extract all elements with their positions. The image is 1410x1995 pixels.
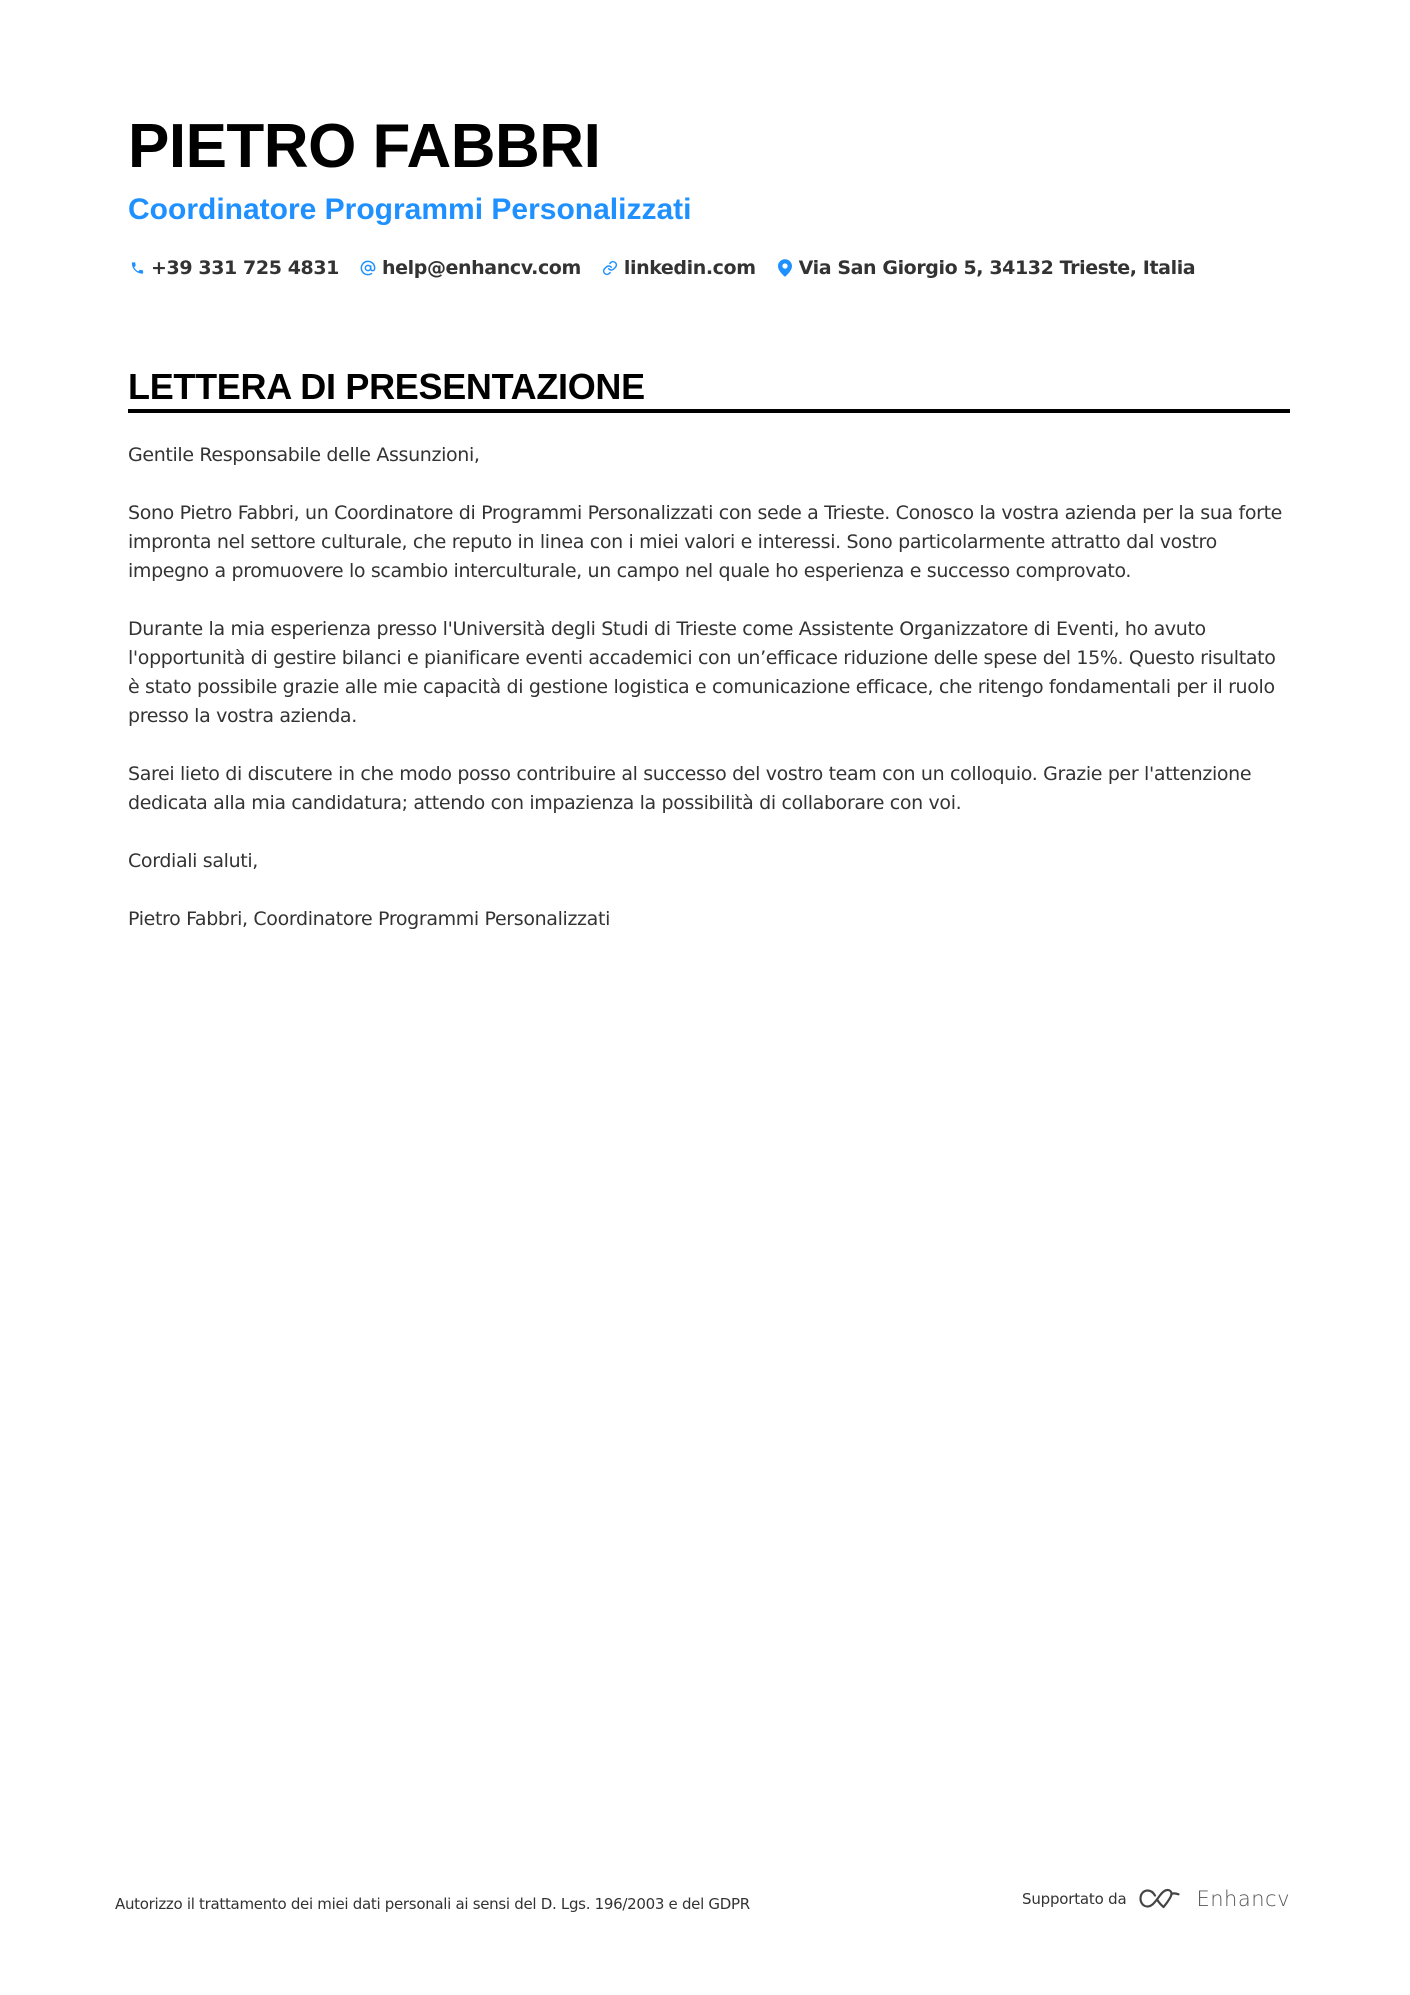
phone-icon [128,258,146,278]
linkedin-url: linkedin.com [623,257,756,279]
contact-phone[interactable] [128,257,339,279]
powered-by[interactable] [1022,1887,1290,1911]
at-icon [359,258,377,278]
brand-name: Enhancv [1196,1887,1290,1911]
letter-paragraph: Durante la mia esperienza presso l'Università degli Studi di Trieste come Assistente Organizzatore di Eventi, ho avuto l'opportunità di gestire bilanci e pianificare eventi accademici con un’efficace riduzione delle spese del 15%. Questo risultato è stato possibile grazie alle mie capacità di gestione logistica e comunicazione efficace, che ritengo fondamentali per il ruolo presso la vostra azienda. [128,618,1276,727]
letter-signature: Pietro Fabbri, Coordinatore Programmi Personalizzati [128,908,611,930]
section-heading: LETTERA DI PRESENTAZIONE [128,366,645,407]
section-divider [128,409,1290,413]
contact-email[interactable] [359,257,581,279]
location-pin-icon [776,258,794,278]
contact-info-row [128,254,1215,282]
gdpr-consent-text: Autorizzo il trattamento dei miei dati personali ai sensi del D. Lgs. 196/2003 e del GDPR [115,1895,750,1913]
letter-salutation: Gentile Responsabile delle Assunzioni, [128,444,480,466]
letter-body [128,441,1290,963]
powered-by-label: Supportato da [1022,1890,1127,1908]
link-icon [601,258,619,278]
enhancv-logo-icon [1138,1887,1184,1911]
phone-number: +39 331 725 4831 [151,257,340,279]
letter-closing: Cordiali saluti, [128,850,258,872]
contact-linkedin[interactable] [601,257,756,279]
letter-paragraph: Sarei lieto di discutere in che modo posso contribuire al successo del vostro team con un colloquio. Grazie per l'attenzione dedicata alla mia candidatura; attendo con impazienza la possibilità di collaborare con voi. [128,763,1252,814]
contact-address [776,257,1196,279]
street-address: Via San Giorgio 5, 34132 Trieste, Italia [798,257,1196,279]
candidate-name: PIETRO FABBRI [128,112,601,181]
letter-paragraph: Sono Pietro Fabbri, un Coordinatore di Programmi Personalizzati con sede a Trieste. Conosco la vostra azienda per la sua forte impronta nel settore culturale, che reputo in linea con i miei valori e interessi. Sono particolarmente attratto dal vostro impegno a promuovere lo scambio interculturale, un campo nel quale ho esperienza e successo comprovato. [128,502,1283,582]
email-address: help@enhancv.com [382,257,581,279]
candidate-title: Coordinatore Programmi Personalizzati [128,193,692,226]
